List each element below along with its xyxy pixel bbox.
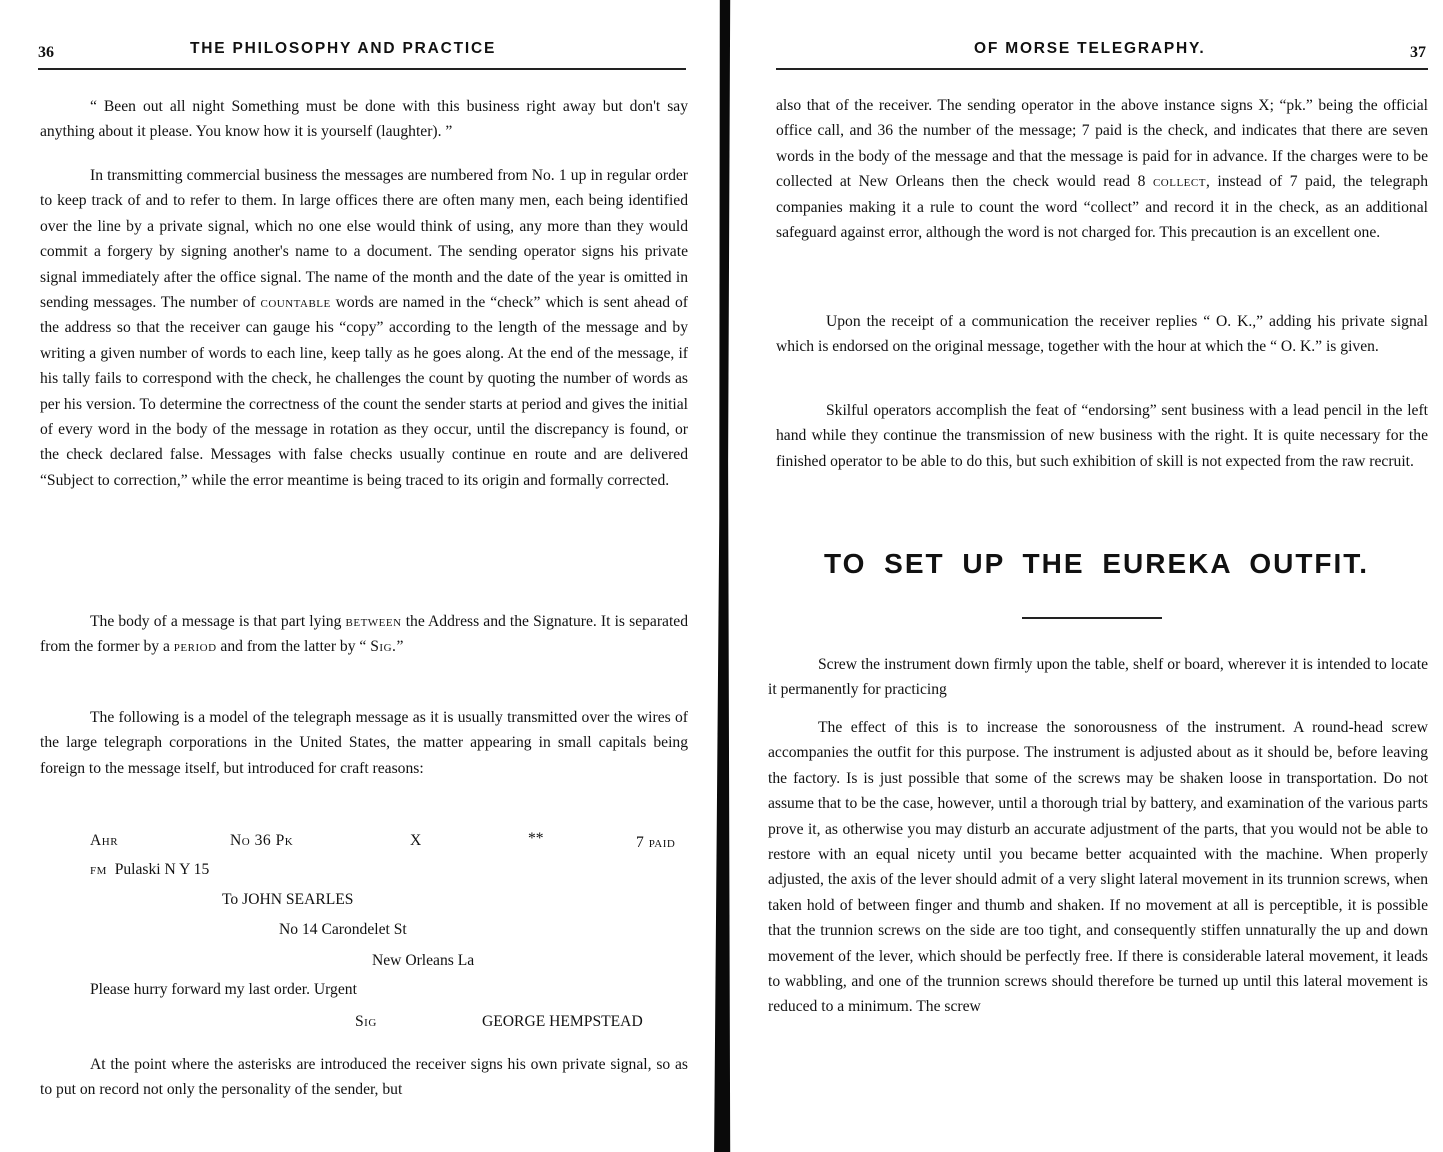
paragraph: Upon the receipt of a communication the receiver replies “ O. K.,” adding his private signal which is endorsed on the original message, together with the hour at which the “ O. K.” is given. [776, 313, 1428, 356]
small-caps-term: Sig. [370, 638, 397, 656]
paragraph: also that of the receiver. The sending operator in the above instance signs X; “pk.” being the official office call, and 36 the number of the message; 7 paid is the check, and indicates that there are seven words in the body of the message and that the message is paid for in advance. If the charges were to be collected at New Orleans then the check would read 8 collect, instead of 7 paid, the telegraph companies making it a rule to count the word “collect” and record it in the check, as an additional safeguard against error, although the word is not charged for. This precaution is an excellent one. [776, 97, 1428, 242]
paragraph: The body of a message is that part lying between the Address and the Signature. It is separated from the former by a period and from the latter by “ Sig.” [40, 613, 688, 656]
page-number: 36 [38, 44, 54, 61]
right-page [738, 0, 1443, 1152]
left-page [0, 0, 712, 1152]
header-rule [776, 68, 1428, 70]
paragraph: The effect of this is to increase the sonorousness of the instrument. A round-head screw accompanies the outfit for this purpose. The instrument is adjusted about as it should be, before leaving the factory. Is is just possible that some of the screws may be shaken loose in transportation. Do not assume that to be the case, however, until a thorough trial by battery, and examination of the various parts prove it, as otherwise you may disturb an accurate adjustment of the parts, that you would not be able to restore with an equal nicety until you became better acquainted with the machine. When properly adjusted, the axis of the lever should admit of a very slight lateral movement in its trunnion screws, when taken hold of between finger and thumb and shaken. If no movement at all is perceptible, it is possible that the trunnion screws on the side are too tight, and consequently stiffen unnaturally the up and down movement of the lever, which should be perfectly free. If there is considerable lateral movement, it leads to wabbling, and one of the trunnion screws should therefore be turned up until this lateral movement is reduced to a minimum. The screw [768, 719, 1428, 1016]
message-body: Please hurry forward my last order. Urgent [90, 981, 357, 998]
heading-rule [1022, 617, 1162, 619]
message-origin: fm Pulaski N Y 15 [90, 861, 210, 878]
small-caps-term: collect [1152, 173, 1206, 191]
message-street: No 14 Carondelet St [279, 921, 407, 938]
message-asterisks: ** [528, 830, 544, 847]
paragraph: The following is a model of the telegraph message as it is usually transmitted over the wires of the large telegraph corporations in the United States, the matter appearing in small capitals being foreign to the message itself, but introduced for craft reasons: [40, 709, 688, 777]
paragraph: In transmitting commercial business the messages are numbered from No. 1 up in regular order to keep track of and to refer to them. In large offices there are often many men, each being identified over the line by a private signal, which no one else would think of using, any more than they would commit a forgery by signing another's name to a document. The sending operator signs his private signal immediately after the office signal. The name of the month and the date of the year is omitted in sending messages. The number of countable words are named in the “check” which is sent ahead of the address so that the receiver can gauge his “copy” according to the length of the message and by writing a given number of words to each line, keep tally as he goes along. At the end of the message, if his tally fails to correspond with the check, he challenges the count by quoting the number of words as per his version. To determine the correctness of the count the sender starts at period and gives the initial of every word in the body of the message in rotation as they occur, until the discrepancy is found, or the check declared false. Messages with false checks usually continue en route and are delivered “Subject to correction,” while the error meantime is being traced to its origin and formally corrected. [40, 167, 688, 489]
message-city: New Orleans La [372, 952, 475, 969]
small-caps-term: countable [260, 294, 331, 312]
message-number: No 36 Pk [230, 832, 294, 849]
section-heading: TO SET UP THE EUREKA OUTFIT. [824, 548, 1370, 579]
running-head: THE PHILOSOPHY AND PRACTICE [190, 40, 497, 57]
small-caps-term: between [345, 613, 402, 630]
running-head: OF MORSE TELEGRAPHY. [974, 40, 1206, 57]
paragraph: “ Been out all night Something must be done with this business right away but don't say anything about it please. You know how it is yourself (laughter). ” [40, 98, 688, 141]
book-gutter [712, 0, 738, 1152]
message-signature: GEORGE HEMPSTEAD [482, 1013, 643, 1030]
paragraph: At the point where the asterisks are introduced the receiver signs his own private signal, so as to put on record not only the personality of the sender, but [40, 1056, 688, 1099]
message-sender-sign: X [410, 832, 422, 849]
page-number: 37 [1410, 44, 1426, 61]
message-addressee: To JOHN SEARLES [222, 891, 354, 908]
header-rule [38, 68, 686, 70]
message-check: 7 paid [636, 834, 676, 851]
message-prefix: Ahr [90, 832, 119, 849]
small-caps-term: period [173, 638, 217, 656]
message-sig-label: Sig [355, 1013, 377, 1030]
paragraph: Screw the instrument down firmly upon the table, shelf or board, wherever it is intended to locate it permanently for practicing [768, 656, 1428, 699]
paragraph: Skilful operators accomplish the feat of “endorsing” sent business with a lead pencil in the left hand while they continue the transmission of new business with the right. It is quite necessary for the finished operator to be able to do this, but such exhibition of skill is not expected from the raw recruit. [776, 402, 1428, 470]
